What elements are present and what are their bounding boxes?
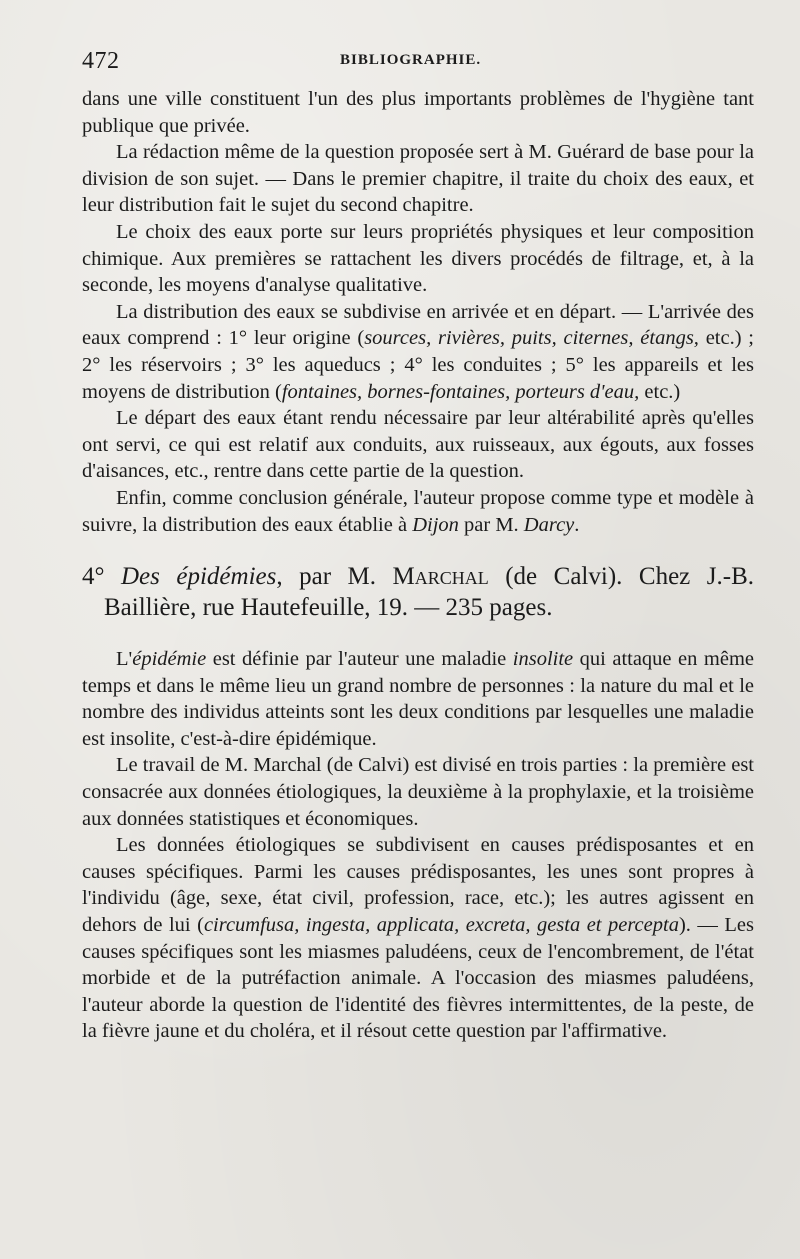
text-run: ). — Les causes spécifiques sont les miasmes paludéens, ceux de l'encombrement, de l'état morbide et de la putréfaction animale. A l'occasion des miasmes paludéens, l'auteur aborde la question de l'identité des fièvres intermittentes, de la peste, de la fièvre jaune et du choléra, et il résout cette question par l'affirmative. <box>82 914 754 1043</box>
text-run: (de Calvi). Chez J.-B. Baillière, rue Hautefeuille, 19. — 235 pages. <box>104 563 754 622</box>
text-run: Enfin, comme conclusion générale, l'auteur propose comme type et modèle à suivre, la distribution des eaux établie à <box>82 486 754 536</box>
italic-text: insolite <box>512 648 574 671</box>
text-run: par M. <box>458 513 524 536</box>
paragraph <box>82 139 754 219</box>
text-run: La rédaction même de la question proposée sert à M. Guérard de base pour la division de son sujet. — Dans le premier chapitre, il traite du choix des eaux, et leur distribution fait le sujet du second chapitre. <box>82 141 754 217</box>
text-run: Le travail de M. Marchal (de Calvi) est divisé en trois parties : la première est consacrée aux données étiologiques, la deuxième à la prophylaxie, et la troisième aux données statistiques et économiques. <box>82 754 754 830</box>
text-run: Le choix des eaux porte sur leurs propriétés physiques et leur composition chimique. Aux premières se rattachent les divers procédés de filtrage, et, à la seconde, les moyens d'analyse qualitative. <box>82 220 754 297</box>
text-run: etc.) ; 2° les réservoirs ; 3° les aqueducs ; 4° les conduites ; 5° les appareils et les moyens de distribution ( <box>82 327 755 403</box>
page-header <box>82 48 772 78</box>
text-run: dans une ville constituent l'un des plus importants problèmes de l'hygiène tant publique que privée. <box>82 88 754 137</box>
paragraph <box>82 405 754 485</box>
bibliography-entry <box>82 561 754 623</box>
italic-text: Dijon <box>412 513 459 536</box>
italic-text: Des épidémies <box>121 563 277 591</box>
paragraph <box>82 646 754 752</box>
paragraph <box>82 485 754 538</box>
text-run: etc.) <box>639 380 681 403</box>
text-run: Les données étiologiques se subdivisent en causes prédisposantes et en causes spécifiques. Parmi les causes prédisposantes, les unes sont propres à l'individu (âge, sexe, état civil, profession, race, etc.); les autres agissent en dehors de lui ( <box>82 834 754 937</box>
paragraph <box>82 86 754 139</box>
body-text <box>82 86 754 1045</box>
italic-text: sources, rivières, puits, citernes, étangs, <box>364 327 699 350</box>
text-run: est définie par l'auteur une maladie <box>206 648 513 671</box>
text-run: L' <box>116 648 133 671</box>
paragraph <box>82 752 754 832</box>
text-run: 4° <box>82 563 121 591</box>
paragraph <box>82 832 754 1045</box>
italic-text: Darcy <box>523 513 575 536</box>
running-head: BIBLIOGRAPHIE. <box>340 52 482 68</box>
italic-text: circumfusa, ingesta, applicata, excreta, gesta et percepta <box>203 914 679 937</box>
text-run: Le départ des eaux étant rendu nécessaire par leur altérabilité après qu'elles ont servi, ce qui est relatif aux conduits, aux ruisseaux, aux égouts, aux fosses d'aisances, etc., rentre dans cette partie de la question. <box>82 407 754 483</box>
italic-text: fontaines, bornes-fontaines, porteurs d'eau, <box>281 380 640 403</box>
text-run: qui attaque en même temps et dans le même lieu un grand nombre de personnes : la nature du mal et le nombre des individus atteints sont les deux conditions par lesquelles une maladie est insolite, c'est-à-dire épidémique. <box>82 648 754 750</box>
paragraph <box>82 299 754 405</box>
italic-text: épidémie <box>132 648 207 671</box>
page-number: 472 <box>82 48 120 74</box>
text-run: La distribution des eaux se subdivise en arrivée et en départ. — L'arrivée des eaux comprend : 1° leur origine ( <box>82 300 754 350</box>
paragraph <box>82 219 754 299</box>
author-name: Marchal <box>392 563 489 591</box>
text-run: . <box>574 513 580 536</box>
text-run: , par M. <box>276 563 393 591</box>
